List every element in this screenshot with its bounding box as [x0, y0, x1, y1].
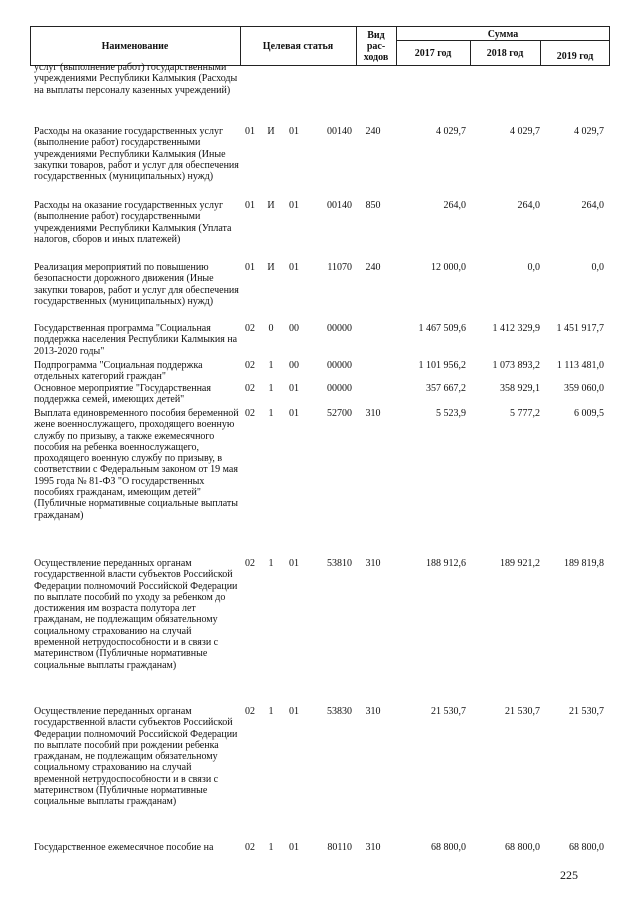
row-sum-2019: 359 060,0: [564, 383, 604, 394]
row-code-4: 80110: [327, 842, 352, 853]
row-code-4: 00000: [327, 360, 352, 371]
row-code-3: 01: [289, 383, 299, 394]
row-name: Расходы на оказание государственных услуг (выполнение работ) государственными учреждениями Республики Калмыкия (Иные закупки товаров, работ и услуг для обеспечения государственных (муниципальных) нужд): [34, 126, 239, 183]
row-code-3: 00: [289, 323, 299, 334]
row-name: Расходы на оказание государственных услуг (выполнение работ) государственными учреждениями Республики Калмыкия (Уплата налогов, сборов и иных платежей): [34, 200, 232, 245]
row-sum-2017: 4 029,7: [436, 126, 466, 137]
row-sum-2017: 357 667,2: [426, 383, 466, 394]
row-sum-2017: 12 000,0: [431, 262, 466, 273]
row-name: Реализация мероприятий по повышению безопасности дорожного движения (Иные закупки товаров, работ и услуг для обеспечения государственных (муниципальных) нужд): [34, 262, 239, 307]
row-sum-2019: 6 009,5: [574, 408, 604, 419]
row-sum-2017: 1 467 509,6: [418, 323, 466, 334]
row-code-2: 0: [268, 323, 274, 334]
row-code-3: 01: [289, 842, 299, 853]
page-number: 225: [560, 868, 578, 882]
row-code-1: 02: [245, 383, 255, 394]
row-expense-type: 310: [365, 706, 381, 717]
header-target: Целевая статья: [262, 41, 334, 52]
row-sum-2018: 68 800,0: [505, 842, 540, 853]
row-code-1: 02: [245, 706, 255, 717]
header-kind: Вид рас-ходов: [363, 30, 389, 63]
row-sum-2018: 4 029,7: [510, 126, 540, 137]
row-name: услуг (выполнение работ) государственными учреждениями Республики Калмыкия (Расходы на выплаты персоналу казенных учреждений): [34, 62, 238, 96]
row-code-3: 01: [289, 558, 299, 569]
row-sum-2018: 264,0: [517, 200, 540, 211]
row-sum-2017: 264,0: [443, 200, 466, 211]
row-name: Подпрограмма "Социальная поддержка отдельных категорий граждан": [34, 360, 203, 383]
row-code-3: 00: [289, 360, 299, 371]
row-sum-2017: 1 101 956,2: [418, 360, 466, 371]
row-code-4: 11070: [327, 262, 352, 273]
row-sum-2018: 189 921,2: [500, 558, 540, 569]
row-code-1: 01: [245, 126, 255, 137]
row-code-1: 01: [245, 200, 255, 211]
row-name: Осуществление переданных органам государственной власти субъектов Российской Федерации полномочий Российской Федерации по выплате пособий при рождении ребенка гражданам, не подлежащим обязательному социальному страхованию на случай временной нетрудоспособности и в связи с материнством (Публичные нормативные социальные выплаты гражданам): [34, 706, 238, 808]
row-sum-2017: 5 523,9: [436, 408, 466, 419]
row-code-3: 01: [289, 408, 299, 419]
row-expense-type: 240: [365, 262, 381, 273]
row-code-1: 02: [245, 558, 255, 569]
row-sum-2019: 264,0: [581, 200, 604, 211]
row-code-4: 53830: [327, 706, 352, 717]
row-sum-2019: 1 451 917,7: [556, 323, 604, 334]
header-2018: 2018 год: [486, 48, 524, 59]
row-name: Основное мероприятие "Государственная поддержка семей, имеющих детей": [34, 383, 211, 406]
header-2019: 2019 год: [556, 51, 594, 62]
row-code-4: 52700: [327, 408, 352, 419]
header-2017: 2017 год: [414, 48, 452, 59]
row-code-4: 53810: [327, 558, 352, 569]
row-code-3: 01: [289, 706, 299, 717]
row-expense-type: 310: [365, 558, 381, 569]
row-code-3: 01: [289, 126, 299, 137]
row-code-2: 1: [268, 558, 274, 569]
row-expense-type: 310: [365, 408, 381, 419]
row-code-1: 01: [245, 262, 255, 273]
row-sum-2019: 68 800,0: [569, 842, 604, 853]
row-code-4: 00140: [327, 126, 352, 137]
row-sum-2019: 4 029,7: [574, 126, 604, 137]
header-name: Наименование: [101, 41, 169, 52]
row-name: Выплата единовременного пособия беременной жене военнослужащего, проходящего военную службу по призыву, а также ежемесячного пособия на ребенка военнослужащего, проходящего военную службу по призыву, в соответствии с Федеральным законом от 19 мая 1995 года № 81-ФЗ "О государственных пособиях гражданам, имеющим детей" (Публичные нормативные социальные выплаты гражданам): [34, 408, 239, 521]
row-code-2: 1: [268, 383, 274, 394]
row-sum-2019: 0,0: [591, 262, 604, 273]
row-sum-2018: 1 073 893,2: [492, 360, 540, 371]
row-code-3: 01: [289, 262, 299, 273]
row-sum-2018: 358 929,1: [500, 383, 540, 394]
row-code-2: 1: [268, 706, 274, 717]
row-code-2: И: [267, 200, 275, 211]
row-code-2: И: [267, 126, 275, 137]
row-code-2: 1: [268, 842, 274, 853]
row-name: Государственная программа "Социальная поддержка населения Республики Калмыкия на 2013-2020 годы": [34, 323, 238, 357]
row-expense-type: 310: [365, 842, 381, 853]
row-code-4: 00140: [327, 200, 352, 211]
header-divider: [356, 26, 357, 66]
row-sum-2019: 1 113 481,0: [556, 360, 604, 371]
row-code-1: 02: [245, 842, 255, 853]
row-code-2: И: [267, 262, 275, 273]
row-sum-2017: 188 912,6: [426, 558, 466, 569]
row-name: Государственное ежемесячное пособие на: [34, 842, 214, 853]
row-sum-2017: 68 800,0: [431, 842, 466, 853]
row-sum-2017: 21 530,7: [431, 706, 466, 717]
row-sum-2018: 0,0: [527, 262, 540, 273]
row-code-1: 02: [245, 408, 255, 419]
row-code-2: 1: [268, 360, 274, 371]
row-code-1: 02: [245, 360, 255, 371]
row-sum-2019: 21 530,7: [569, 706, 604, 717]
row-code-1: 02: [245, 323, 255, 334]
header-sum: Сумма: [487, 29, 519, 40]
row-sum-2018: 5 777,2: [510, 408, 540, 419]
row-code-3: 01: [289, 200, 299, 211]
row-code-4: 00000: [327, 383, 352, 394]
row-sum-2019: 189 819,8: [564, 558, 604, 569]
row-sum-2018: 21 530,7: [505, 706, 540, 717]
row-code-2: 1: [268, 408, 274, 419]
row-expense-type: 240: [365, 126, 381, 137]
header-divider: [396, 40, 610, 41]
row-code-4: 00000: [327, 323, 352, 334]
row-expense-type: 850: [365, 200, 381, 211]
row-name: Осуществление переданных органам государственной власти субъектов Российской Федерации полномочий Российской Федерации по выплате пособий по уходу за ребенком до достижения им возраста полутора лет гражданам, не подлежащим обязательному социальному страхованию на случай временной нетрудоспособности и в связи с материнством (Публичные нормативные социальные выплаты гражданам): [34, 558, 238, 671]
row-sum-2018: 1 412 329,9: [492, 323, 540, 334]
